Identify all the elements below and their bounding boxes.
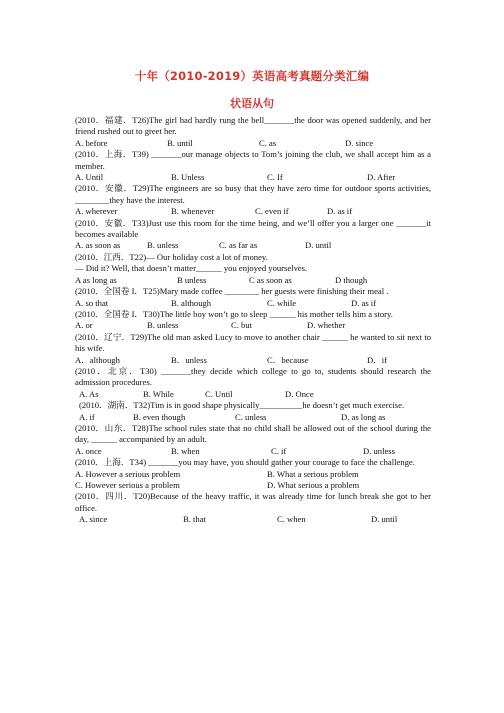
option: D. Once (285, 388, 314, 399)
option: A. However a serious problem (75, 468, 181, 479)
option: B. whenever (171, 206, 215, 217)
option: B. that (183, 514, 206, 525)
option: B. even though (133, 411, 186, 422)
option: C. even if (255, 206, 289, 217)
question-options (75, 514, 431, 525)
question-options (75, 389, 431, 400)
option: A as long as (75, 274, 117, 285)
page-title: 十年（2010-2019）英语高考真题分类汇编 (134, 69, 370, 83)
option: D. until (305, 240, 332, 251)
question-stem: (2010．江西．T22)— Our holiday cost a lot of money. — Did it? Well, that doesn’t matter______ you enjoyed yourselves. (75, 251, 308, 274)
question-stem: (2010．安徽．T33)Just use this room for the time being, and we’ll offer you a larger one _______it becomes available (75, 217, 431, 240)
question-options (75, 480, 431, 491)
question-stem: (2010．北京．T30) _______they decide which college to go to, students should research the admission procedures. (75, 365, 431, 388)
option: D. since (345, 137, 374, 148)
question-options (75, 469, 431, 480)
option: A. once (75, 445, 102, 456)
question-stem: (2010．安徽．T29)The engineers are so busy that they have zero time for outdoor sports activities, ________they have the interest. (75, 183, 431, 205)
option: B. unless (147, 320, 179, 331)
option: A. as soon as (75, 240, 121, 251)
question-options (75, 206, 431, 217)
option: C. but (231, 320, 253, 331)
option: D. unless (363, 445, 395, 456)
option: A. or (75, 320, 93, 331)
option: C. However serious a problem (75, 480, 180, 490)
option: C. Until (205, 388, 233, 399)
option: C. while (267, 297, 297, 308)
option: C. if (271, 445, 287, 456)
question-stem: (2010．全国卷 I．T30)The little boy won’t go to sleep ______ his mother tells him a story. (75, 308, 393, 319)
question-stem: (2010．全国卷 I．T25)Mary made coffee ________ her guests were finishing their meal . (75, 286, 389, 297)
option: D．if (367, 354, 388, 365)
question-options (75, 240, 431, 251)
option: A. so that (75, 297, 109, 308)
question-stem: (2010．上海．T39) _______our manage objects to Tom’s joining the club, we shall accept him as a member. (75, 149, 431, 171)
question-options (75, 446, 431, 457)
option: D. What serious a problem (267, 480, 360, 490)
question-stem: (2010．辽宁．T29)The old man asked Lucy to move to another chair ______ he wanted to sit next to his wife. (75, 331, 431, 354)
option: A. As (79, 388, 99, 399)
question-stem: (2010．四川．T20)Because of the heavy traffic, it was already time for lunch break she got to her office. (75, 491, 431, 513)
question-options (75, 412, 431, 423)
option: C. as (259, 137, 277, 148)
option: B unless (177, 274, 207, 285)
question-options (75, 320, 431, 331)
option: D. until (371, 514, 398, 525)
option: D. After (367, 172, 396, 183)
option: C. as far as (219, 240, 258, 251)
option: B. What a serious problem (267, 468, 359, 479)
question-options (75, 355, 431, 366)
question-options (75, 298, 431, 309)
option: C. If (267, 172, 283, 183)
option: D. as long as (341, 411, 386, 422)
option: B．unless (171, 354, 207, 365)
option: A．although (75, 354, 120, 365)
option: A. if (79, 411, 95, 422)
option: D though (335, 274, 368, 285)
option: D. as if (327, 206, 353, 217)
option: B. While (143, 388, 174, 399)
option: B. unless (147, 240, 179, 251)
option: B. until (167, 137, 193, 148)
option: C. when (277, 514, 306, 525)
question-stem: (2010．山东．T28)The school rules state that no child shall be allowed out of the school during the day, ______ accompanied by an adult. (75, 422, 431, 445)
question-list (75, 115, 431, 526)
option: B. although (171, 297, 212, 308)
option: B. when (171, 445, 200, 456)
question-stem: (2010．福建．T26)The girl had hardly rung the bell_______the door was opened suddenly, and her friend rushed out to greet her. (75, 115, 431, 137)
question-options (75, 275, 431, 286)
question-options (75, 172, 431, 183)
option: C．because (267, 354, 309, 365)
option: B. Unless (171, 172, 205, 183)
option: D. as if (351, 297, 377, 308)
option: C. unless (235, 411, 267, 422)
question-stem: (2010．上海．T34) _______you may have, you should gather your courage to face the challenge. (75, 457, 415, 468)
option: A. before (75, 137, 108, 148)
question-options (75, 138, 431, 149)
option: A. since (79, 514, 108, 525)
option: C as soon as (249, 274, 292, 285)
option: A. Until (75, 172, 104, 183)
question-stem: (2010．湖南．T32)Tim is in good shape physically__________he doesn’t get much exercise. (79, 400, 405, 411)
option: D. whether (307, 320, 346, 331)
option: A. wherever (75, 206, 118, 217)
page-subtitle: 状语从句 (230, 97, 274, 110)
